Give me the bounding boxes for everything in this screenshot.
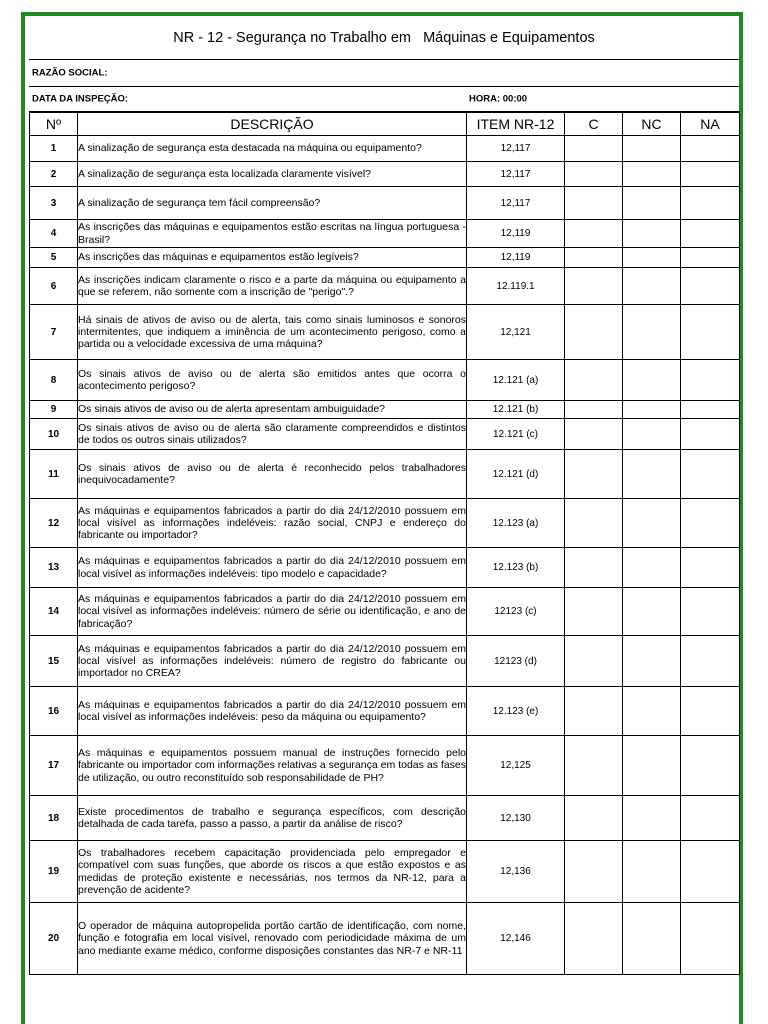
row-number: 14 xyxy=(30,588,78,636)
cell-c[interactable] xyxy=(565,548,623,588)
cell-nc[interactable] xyxy=(623,548,681,588)
row-item-nr12: 12.123 (b) xyxy=(467,548,565,588)
cell-na[interactable] xyxy=(681,419,740,450)
cell-nc[interactable] xyxy=(623,162,681,187)
cell-nc[interactable] xyxy=(623,903,681,975)
table-row xyxy=(30,588,740,636)
cell-nc[interactable] xyxy=(623,268,681,305)
table-row xyxy=(30,136,740,162)
row-item-nr12: 12,117 xyxy=(467,187,565,220)
row-item-nr12: 12123 (d) xyxy=(467,636,565,687)
cell-c[interactable] xyxy=(565,736,623,796)
row-description: As máquinas e equipamentos fabricados a partir do dia 24/12/2010 possuem em local visível as informações indeléveis: razão social, CNPJ e endereço do fabricante ou importador? xyxy=(78,499,467,548)
cell-na[interactable] xyxy=(681,903,740,975)
row-description: Os trabalhadores recebem capacitação providenciada pelo empregador e compatível com suas funções, que aborde os riscos a que estão expostos e as medidas de proteção existente e necessárias, nos termos da NR-12, para a prevenção de acidente? xyxy=(78,841,467,903)
checklist-table xyxy=(29,111,740,975)
row-description: As inscrições das máquinas e equipamentos estão escritas na língua portuguesa - Brasil? xyxy=(78,221,466,246)
row-item-nr12: 12,136 xyxy=(467,841,565,903)
row-number: 9 xyxy=(30,401,78,419)
table-row xyxy=(30,796,740,841)
row-description: A sinalização de segurança tem fácil compreensão? xyxy=(78,187,467,220)
table-row xyxy=(30,548,740,588)
table-row xyxy=(30,268,740,305)
row-number: 4 xyxy=(30,220,78,248)
cell-c[interactable] xyxy=(565,187,623,220)
row-number: 18 xyxy=(30,796,78,841)
cell-na[interactable] xyxy=(681,736,740,796)
row-number: 1 xyxy=(30,136,78,162)
row-item-nr12: 12.119.1 xyxy=(467,268,565,305)
checklist-body xyxy=(30,136,740,975)
cell-c[interactable] xyxy=(565,136,623,162)
row-number: 3 xyxy=(30,187,78,220)
row-item-nr12: 12123 (c) xyxy=(467,588,565,636)
cell-c[interactable] xyxy=(565,636,623,687)
col-header-na: NA xyxy=(681,112,740,136)
hora-label: HORA: 00:00 xyxy=(469,93,528,105)
cell-c[interactable] xyxy=(565,162,623,187)
table-row xyxy=(30,401,740,419)
row-item-nr12: 12,146 xyxy=(467,903,565,975)
cell-c[interactable] xyxy=(565,220,623,248)
cell-c[interactable] xyxy=(565,841,623,903)
row-number: 2 xyxy=(30,162,78,187)
row-item-nr12: 12,119 xyxy=(467,220,565,248)
row-number: 5 xyxy=(30,248,78,268)
table-row xyxy=(30,220,740,248)
table-row xyxy=(30,903,740,975)
col-header-item: ITEM NR-12 xyxy=(467,112,565,136)
row-description: A sinalização de segurança esta localizada claramente visível? xyxy=(78,162,467,187)
table-row xyxy=(30,187,740,220)
cell-nc[interactable] xyxy=(623,499,681,548)
cell-na[interactable] xyxy=(681,499,740,548)
row-description: As máquinas e equipamentos possuem manual de instruções fornecido pelo fabricante ou importador com informações relativas a segurança em todas as fases de utilização, ou outro reconstituído sob responsabilidade de PH? xyxy=(78,736,467,796)
cell-nc[interactable] xyxy=(623,796,681,841)
cell-nc[interactable] xyxy=(623,187,681,220)
row-item-nr12: 12,121 xyxy=(467,305,565,360)
table-row xyxy=(30,419,740,450)
data-inspecao-row xyxy=(29,86,739,113)
cell-nc[interactable] xyxy=(623,220,681,248)
table-row xyxy=(30,736,740,796)
row-description: Os sinais ativos de aviso ou de alerta são claramente compreendidos e distintos de todos os outros sinais utilizados? xyxy=(78,419,467,450)
col-header-nc: NC xyxy=(623,112,681,136)
cell-na[interactable] xyxy=(681,220,740,248)
row-description: As inscrições indicam claramente o risco e a parte da máquina ou equipamento a que se referem, não somente com a inscrição de "perigo".? xyxy=(78,268,467,305)
table-row xyxy=(30,687,740,736)
cell-c[interactable] xyxy=(565,450,623,499)
cell-nc[interactable] xyxy=(623,736,681,796)
col-header-num: Nº xyxy=(30,112,78,136)
cell-c[interactable] xyxy=(565,903,623,975)
cell-na[interactable] xyxy=(681,636,740,687)
cell-na[interactable] xyxy=(681,248,740,268)
table-row xyxy=(30,360,740,401)
cell-na[interactable] xyxy=(681,796,740,841)
table-row xyxy=(30,162,740,187)
table-row xyxy=(30,499,740,548)
row-item-nr12: 12,117 xyxy=(467,162,565,187)
cell-nc[interactable] xyxy=(623,588,681,636)
cell-c[interactable] xyxy=(565,248,623,268)
col-header-descricao: DESCRIÇÃO xyxy=(78,112,467,136)
cell-c[interactable] xyxy=(565,687,623,736)
cell-nc[interactable] xyxy=(623,248,681,268)
table-row xyxy=(30,248,740,268)
row-item-nr12: 12,117 xyxy=(467,136,565,162)
cell-c[interactable] xyxy=(565,268,623,305)
row-description: A sinalização de segurança esta destacada na máquina ou equipamento? xyxy=(78,136,467,162)
row-number: 7 xyxy=(30,305,78,360)
row-number: 6 xyxy=(30,268,78,305)
cell-c[interactable] xyxy=(565,305,623,360)
row-description: Os sinais ativos de aviso ou de alerta são emitidos antes que ocorra o acontecimento perigoso? xyxy=(78,360,467,401)
cell-c[interactable] xyxy=(565,401,623,419)
row-number: 17 xyxy=(30,736,78,796)
row-number: 12 xyxy=(30,499,78,548)
cell-nc[interactable] xyxy=(623,841,681,903)
row-number: 11 xyxy=(30,450,78,499)
cell-c[interactable] xyxy=(565,588,623,636)
document-title xyxy=(29,17,739,60)
row-description: O operador de máquina autopropelida portão cartão de identificação, com nome, função e fotografia em local visível, renovado com periodicidade máxima de um ano mediante exame médico, conforme disposições constantes das NR-7 e NR-11 xyxy=(78,903,467,975)
row-item-nr12: 12.123 (e) xyxy=(467,687,565,736)
cell-nc[interactable] xyxy=(623,419,681,450)
row-number: 16 xyxy=(30,687,78,736)
cell-c[interactable] xyxy=(565,796,623,841)
cell-na[interactable] xyxy=(681,450,740,499)
cell-na[interactable] xyxy=(681,687,740,736)
row-description: Há sinais de ativos de aviso ou de alerta, tais como sinais luminosos e sonoros intermitentes, que indiquem a iminência de um acontecimento perigoso, como a partida ou a velocidade excessiva de uma máquina? xyxy=(78,305,467,360)
cell-na[interactable] xyxy=(681,841,740,903)
table-row xyxy=(30,450,740,499)
row-item-nr12: 12.121 (a) xyxy=(467,360,565,401)
cell-nc[interactable] xyxy=(623,687,681,736)
cell-na[interactable] xyxy=(681,136,740,162)
cell-na[interactable] xyxy=(681,305,740,360)
row-description: As máquinas e equipamentos fabricados a partir do dia 24/12/2010 possuem em local visível as informações indeléveis: número de série ou identificação, e ano de fabricação? xyxy=(78,588,467,636)
row-item-nr12: 12.123 (a) xyxy=(467,499,565,548)
cell-c[interactable] xyxy=(565,499,623,548)
row-description: As máquinas e equipamentos fabricados a partir do dia 24/12/2010 possuem em local visível as informações indeléveis: peso da máquina ou equipamento? xyxy=(78,687,467,736)
cell-na[interactable] xyxy=(681,588,740,636)
row-description: As máquinas e equipamentos fabricados a partir do dia 24/12/2010 possuem em local visível as informações indeléveis: número de registro do fabricante ou importador no CREA? xyxy=(78,636,467,687)
cell-c[interactable] xyxy=(565,360,623,401)
row-item-nr12: 12,119 xyxy=(467,248,565,268)
row-description: As inscrições das máquinas e equipamentos estão legíveis? xyxy=(78,248,467,268)
row-number: 20 xyxy=(30,903,78,975)
row-number: 19 xyxy=(30,841,78,903)
razao-social-label: RAZÃO SOCIAL: xyxy=(32,67,108,79)
row-description: Existe procedimentos de trabalho e segurança específicos, com descrição detalhada de cada tarefa, passo a passo, a partir da análise de risco? xyxy=(78,796,467,841)
row-item-nr12: 12.121 (d) xyxy=(467,450,565,499)
cell-na[interactable] xyxy=(681,548,740,588)
cell-c[interactable] xyxy=(565,419,623,450)
table-row xyxy=(30,841,740,903)
data-inspecao-label: DATA DA INSPEÇÃO: xyxy=(32,93,129,105)
cell-nc[interactable] xyxy=(623,401,681,419)
cell-na[interactable] xyxy=(681,360,740,401)
table-header-row xyxy=(30,112,740,136)
title-text: NR - 12 - Segurança no Trabalho em Máquinas e Equipamentos xyxy=(173,30,595,46)
row-description: Os sinais ativos de aviso ou de alerta é reconhecido pelos trabalhadores inequivocadamente? xyxy=(78,450,467,499)
row-number: 15 xyxy=(30,636,78,687)
row-number: 8 xyxy=(30,360,78,401)
row-description: Os sinais ativos de aviso ou de alerta apresentam ambuiguidade? xyxy=(78,401,467,419)
row-item-nr12: 12,130 xyxy=(467,796,565,841)
cell-nc[interactable] xyxy=(623,450,681,499)
row-item-nr12: 12,125 xyxy=(467,736,565,796)
row-number: 10 xyxy=(30,419,78,450)
cell-nc[interactable] xyxy=(623,360,681,401)
row-item-nr12: 12.121 (c) xyxy=(467,419,565,450)
cell-na[interactable] xyxy=(681,401,740,419)
cell-nc[interactable] xyxy=(623,305,681,360)
row-description: As máquinas e equipamentos fabricados a partir do dia 24/12/2010 possuem em local visível as informações indeléveis: tipo modelo e capacidade? xyxy=(78,548,467,588)
col-header-c: C xyxy=(565,112,623,136)
table-row xyxy=(30,305,740,360)
cell-na[interactable] xyxy=(681,268,740,305)
razao-social-row xyxy=(29,60,739,87)
row-number: 13 xyxy=(30,548,78,588)
cell-nc[interactable] xyxy=(623,636,681,687)
cell-na[interactable] xyxy=(681,187,740,220)
cell-nc[interactable] xyxy=(623,136,681,162)
table-row xyxy=(30,636,740,687)
cell-na[interactable] xyxy=(681,162,740,187)
row-item-nr12: 12.121 (b) xyxy=(467,401,565,419)
